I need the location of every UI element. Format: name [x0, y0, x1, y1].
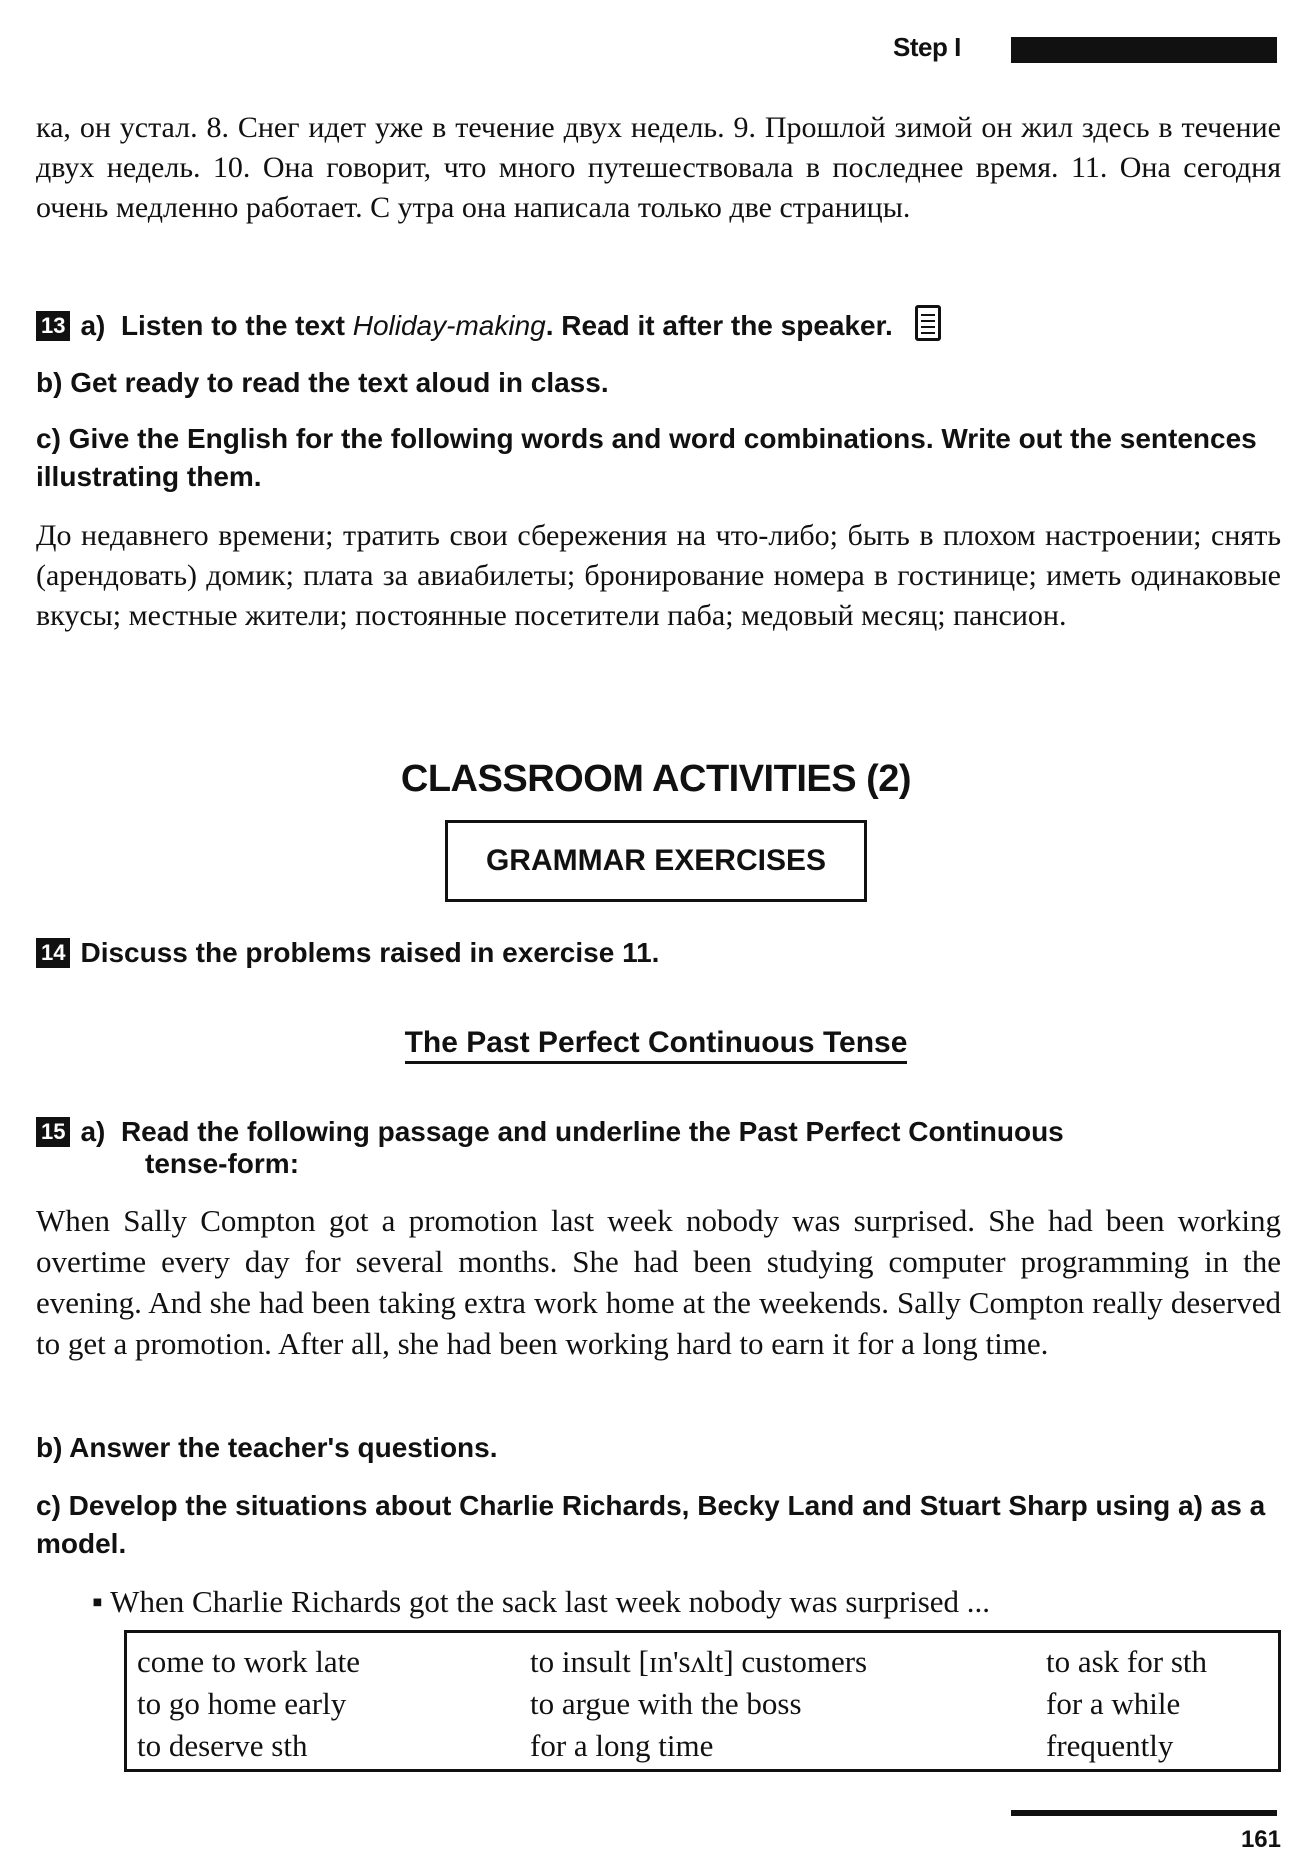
section-heading: CLASSROOM ACTIVITIES (2)	[400, 758, 912, 800]
word-item: to go home early	[137, 1686, 347, 1721]
audio-book-icon	[915, 305, 941, 341]
exercise-number-14: 14	[36, 938, 70, 968]
intro-paragraph	[36, 108, 1281, 228]
exercise-15-b: b) Answer the teacher's questions.	[36, 1432, 498, 1463]
tense-title	[0, 1026, 1312, 1060]
word-item: to deserve sth	[137, 1728, 308, 1763]
exercise-13-a	[36, 305, 1281, 345]
grammar-exercises-box	[445, 820, 867, 902]
intro-text: ка, он устал. 8. Снег идет уже в течение двух недель. 9. Прошлой зимой он жил здесь в течение двух недель. 10. Она говорит, что много путешествовала в последнее время. 11. Она сегодня очень медленно работает. С утра она написала только две страницы.	[36, 111, 1281, 224]
exercise-13-b: b) Get ready to read the text aloud in class.	[36, 367, 609, 398]
word-item: to argue with the boss	[530, 1686, 802, 1721]
exercise-15-bullet: ▪ When Charlie Richards got the sack last week nobody was surprised ...	[92, 1584, 991, 1619]
exercise-number-15: 15	[36, 1117, 70, 1147]
tense-title-text: The Past Perfect Continuous Tense	[405, 1026, 908, 1064]
header-bar	[1011, 37, 1277, 63]
word-item: come to work late	[137, 1644, 360, 1679]
word-item: frequently	[1046, 1728, 1174, 1763]
ex13-a-prefix: a)	[80, 310, 106, 341]
ex14-text: Discuss the problems raised in exercise 11.	[80, 937, 660, 968]
exercise-15-c: c) Develop the situations about Charlie Richards, Becky Land and Stuart Sharp using a) as a model.	[36, 1490, 1266, 1559]
exercise-13-c: c) Give the English for the following words and word combinations. Write out the sentences illustrating them.	[36, 423, 1257, 492]
ex13-a-after: . Read it after the speaker.	[545, 310, 893, 341]
step-label: Step I	[893, 32, 961, 62]
word-box	[124, 1630, 1281, 1772]
exercise-14	[36, 934, 1281, 972]
grammar-box-label: GRAMMAR EXERCISES	[485, 844, 827, 877]
word-column-2	[530, 1641, 867, 1767]
footer-bar	[1011, 1810, 1277, 1816]
exercise-15-a-line2: tense-form:	[145, 1148, 300, 1179]
word-item: to ask for sth	[1046, 1644, 1208, 1679]
ex13-a-before: Listen to the text	[120, 310, 345, 341]
page-number: 161	[1240, 1826, 1281, 1853]
exercise-number-13: 13	[36, 311, 70, 341]
exercise-15-passage: When Sally Compton got a promotion last week nobody was surprised. She had been working overtime every day for several months. She had been studying computer programming in the evening. And she had been taking extra work home at the weekends. Sally Compton really deserved to get a promotion. After all, she had been working hard to earn it for a long time.	[36, 1203, 1281, 1361]
word-column-3	[1046, 1641, 1207, 1767]
word-item: for a while	[1046, 1686, 1181, 1721]
exercise-13-c-words	[36, 516, 1281, 636]
word-column-1	[137, 1641, 360, 1767]
word-item: to insult [ɪn'sʌlt] customers	[530, 1644, 868, 1679]
ex13-a-title: Holiday-making	[352, 310, 546, 341]
ex13-c-text: До недавнего времени; тратить свои сбережения на что-либо; быть в плохом настроении; снять (арендовать) домик; плата за авиабилеты; бронирование номера в гостинице; иметь одинаковые вкусы; местные жители; постоянные посетители паба; медовый месяц; пансион.	[36, 519, 1281, 632]
ex15-a-line1: Read the following passage and underline the Past Perfect Continuous	[120, 1116, 1064, 1147]
word-item: for a long time	[530, 1728, 714, 1763]
ex15-a-prefix: a)	[80, 1116, 106, 1147]
